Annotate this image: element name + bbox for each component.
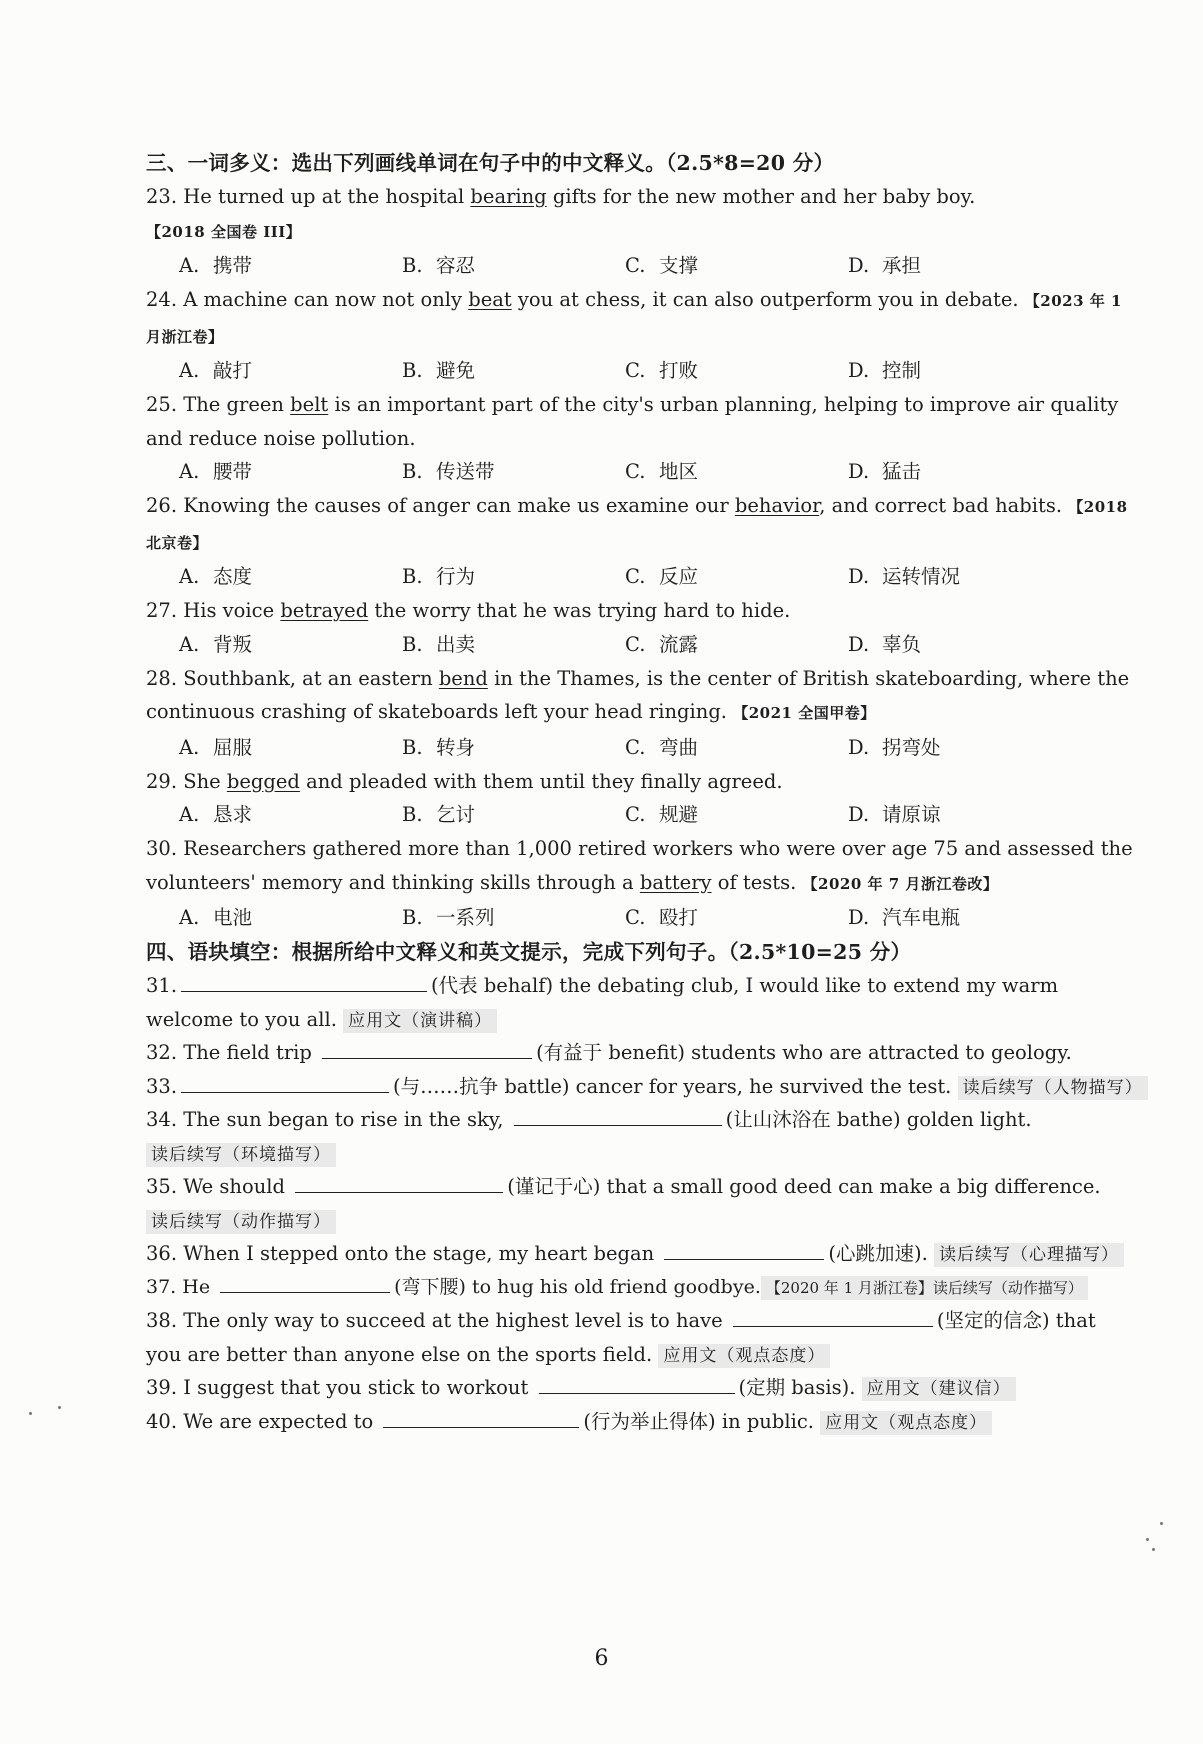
question-32 bbox=[146, 1036, 1136, 1070]
option-text: 乞讨 bbox=[436, 803, 476, 826]
option-b bbox=[402, 560, 625, 594]
q-text: the worry that he was trying hard to hide. bbox=[368, 599, 791, 622]
option-label: C. bbox=[625, 460, 646, 483]
options-26 bbox=[146, 560, 1136, 594]
option-text: 恳求 bbox=[213, 803, 253, 826]
q-num: 29. bbox=[146, 769, 178, 793]
option-text: 避免 bbox=[436, 359, 476, 382]
category-tag: 应用文（观点态度） bbox=[820, 1411, 992, 1435]
option-c bbox=[625, 901, 848, 935]
q-text: is an important part of the city's urban planning, helping to improve air quality and reduce noise pollution. bbox=[146, 393, 1119, 450]
answer-blank[interactable] bbox=[664, 1240, 824, 1260]
options-28 bbox=[146, 731, 1136, 765]
option-label: B. bbox=[402, 906, 423, 929]
option-text: 反应 bbox=[659, 565, 699, 588]
q-num: 35. bbox=[146, 1175, 178, 1198]
section4-heading: 四、语块填空：根据所给中文释义和英文提示，完成下列句子。（2.5*10=25 分） bbox=[146, 940, 912, 964]
q-text: Southbank, at an eastern bbox=[183, 666, 439, 690]
q-num: 34. bbox=[146, 1108, 178, 1131]
question-24 bbox=[146, 283, 1136, 354]
q-text: (让山沐浴在 bathe) golden light. bbox=[725, 1108, 1032, 1131]
worksheet-page bbox=[146, 146, 1143, 1438]
q-text: and pleaded with them until they finally agreed. bbox=[299, 769, 783, 793]
q-num: 33. bbox=[146, 1074, 178, 1098]
q-text: , and correct bad habits. bbox=[819, 494, 1069, 517]
question-31 bbox=[146, 969, 1136, 1036]
option-label: C. bbox=[625, 735, 646, 759]
question-28 bbox=[146, 662, 1136, 731]
category-tag: 应用文（观点态度） bbox=[658, 1344, 830, 1368]
option-text: 猛击 bbox=[882, 460, 922, 483]
q-text: (心跳加速). bbox=[828, 1242, 934, 1265]
q-text: The green bbox=[183, 393, 291, 416]
option-label: A. bbox=[179, 906, 200, 929]
underlined-word: battery bbox=[639, 870, 712, 894]
q-text: He turned up at the hospital bbox=[183, 185, 471, 208]
q-text: We should bbox=[183, 1175, 292, 1198]
q-text: (弯下腰) to hug his old friend goodbye. bbox=[394, 1275, 761, 1298]
q-text: She bbox=[183, 769, 227, 793]
option-label: B. bbox=[402, 254, 423, 277]
option-text: 容忍 bbox=[436, 254, 476, 277]
q-text: Knowing the causes of anger can make us examine our bbox=[183, 494, 735, 517]
option-d bbox=[848, 249, 1071, 283]
question-35 bbox=[146, 1170, 1136, 1237]
option-text: 腰带 bbox=[213, 460, 253, 483]
option-label: D. bbox=[848, 632, 870, 656]
scan-speck bbox=[1152, 1548, 1155, 1551]
q-num: 24. bbox=[146, 288, 178, 311]
option-text: 打败 bbox=[659, 359, 699, 382]
option-text: 出卖 bbox=[436, 632, 476, 656]
option-text: 携带 bbox=[213, 254, 253, 277]
question-34 bbox=[146, 1103, 1136, 1170]
q-num: 32. bbox=[146, 1041, 178, 1064]
option-d bbox=[848, 901, 1071, 935]
option-label: D. bbox=[848, 735, 870, 759]
q-text: The field trip bbox=[183, 1041, 319, 1064]
option-b bbox=[402, 731, 625, 765]
option-text: 屈服 bbox=[213, 735, 253, 759]
q-num: 23. bbox=[146, 185, 178, 208]
option-c bbox=[625, 560, 848, 594]
options-25 bbox=[146, 455, 1136, 489]
source-tag: 【2021 全国甲卷】 bbox=[733, 704, 876, 722]
option-text: 控制 bbox=[882, 359, 922, 382]
q-text: The only way to succeed at the highest level is to have bbox=[183, 1309, 729, 1332]
q-text: (定期 basis). bbox=[738, 1376, 862, 1399]
option-label: C. bbox=[625, 632, 646, 656]
q-num: 38. bbox=[146, 1309, 178, 1332]
option-a bbox=[179, 798, 402, 832]
options-30 bbox=[146, 901, 1136, 935]
option-a bbox=[179, 249, 402, 283]
answer-blank[interactable] bbox=[514, 1106, 722, 1126]
scan-speck bbox=[1160, 1522, 1163, 1525]
option-b bbox=[402, 455, 625, 489]
question-36 bbox=[146, 1237, 1136, 1271]
option-c bbox=[625, 798, 848, 832]
option-label: C. bbox=[625, 906, 646, 929]
answer-blank[interactable] bbox=[539, 1374, 735, 1394]
option-text: 辜负 bbox=[882, 632, 922, 656]
underlined-word: behavior bbox=[734, 494, 820, 517]
option-a bbox=[179, 901, 402, 935]
category-tag: 应用文（建议信） bbox=[862, 1377, 1016, 1401]
option-label: D. bbox=[848, 803, 870, 826]
option-text: 态度 bbox=[213, 565, 253, 588]
options-23 bbox=[146, 249, 1136, 283]
source-tag: 【2020 年 7 月浙江卷改】 bbox=[802, 874, 999, 893]
category-tag: 【2020 年 1 月浙江卷】读后续写（动作描写） bbox=[761, 1276, 1088, 1300]
options-24 bbox=[146, 354, 1136, 388]
options-27 bbox=[146, 628, 1136, 662]
q-text: Researchers gathered more than 1,000 retired workers who were over age 75 and assessed the volunteers' memory and thinking skills through a bbox=[146, 837, 1133, 894]
option-c bbox=[625, 249, 848, 283]
option-a bbox=[179, 731, 402, 765]
option-label: A. bbox=[179, 735, 200, 759]
underlined-word: bend bbox=[438, 666, 488, 690]
q-text: (有益于 benefit) students who are attracted to geology. bbox=[536, 1041, 1072, 1064]
underlined-word: beat bbox=[468, 288, 512, 311]
option-text: 一系列 bbox=[436, 906, 495, 929]
category-tag: 读后续写（心理描写） bbox=[934, 1243, 1124, 1267]
option-text: 弯曲 bbox=[659, 735, 699, 759]
source-tag: 【2023 年 1 月浙江卷】 bbox=[146, 292, 1122, 346]
q-text: His voice bbox=[183, 599, 281, 622]
option-text: 传送带 bbox=[436, 460, 495, 483]
option-text: 支撑 bbox=[659, 254, 699, 277]
q-num: 27. bbox=[146, 599, 178, 622]
category-tag: 读后续写（人物描写） bbox=[958, 1076, 1148, 1100]
option-b bbox=[402, 628, 625, 662]
question-37 bbox=[146, 1271, 1136, 1305]
question-27 bbox=[146, 594, 1136, 628]
q-num: 25. bbox=[146, 393, 178, 416]
option-a bbox=[179, 560, 402, 594]
option-text: 请原谅 bbox=[882, 803, 941, 826]
option-d bbox=[848, 354, 1071, 388]
category-tag: 读后续写（动作描写） bbox=[146, 1210, 336, 1234]
q-text: When I stepped onto the stage, my heart began bbox=[183, 1242, 661, 1265]
answer-blank[interactable] bbox=[181, 972, 427, 992]
answer-blank[interactable] bbox=[322, 1039, 532, 1059]
q-text: (与……抗争 battle) cancer for years, he survived the test. bbox=[393, 1074, 958, 1098]
option-text: 转身 bbox=[436, 735, 476, 759]
option-label: A. bbox=[179, 460, 200, 483]
q-text: you at chess, it can also outperform you in debate. bbox=[511, 288, 1025, 311]
category-tag: 应用文（演讲稿） bbox=[343, 1009, 497, 1033]
underlined-word: begged bbox=[226, 769, 300, 793]
option-label: A. bbox=[179, 565, 200, 588]
scan-speck bbox=[29, 1412, 32, 1415]
question-39 bbox=[146, 1371, 1136, 1405]
question-29 bbox=[146, 765, 1136, 799]
q-text: I suggest that you stick to workout bbox=[183, 1376, 535, 1399]
q-text: gifts for the new mother and her baby boy. bbox=[546, 185, 976, 208]
q-num: 31. bbox=[146, 974, 178, 997]
option-label: D. bbox=[848, 565, 870, 588]
option-label: D. bbox=[848, 906, 870, 929]
option-label: B. bbox=[402, 565, 423, 588]
option-d bbox=[848, 628, 1071, 662]
option-a bbox=[179, 455, 402, 489]
option-label: B. bbox=[402, 460, 423, 483]
q-num: 40. bbox=[146, 1409, 178, 1433]
option-c bbox=[625, 628, 848, 662]
option-b bbox=[402, 901, 625, 935]
scan-speck bbox=[58, 1406, 61, 1409]
category-tag: 读后续写（环境描写） bbox=[146, 1143, 336, 1167]
section3-heading: 三、一词多义：选出下列画线单词在句子中的中文释义。（2.5*8=20 分） bbox=[146, 151, 835, 175]
option-c bbox=[625, 354, 848, 388]
q-num: 28. bbox=[146, 666, 178, 690]
option-label: C. bbox=[625, 803, 646, 826]
option-label: C. bbox=[625, 254, 646, 277]
question-23 bbox=[146, 180, 1136, 249]
option-c bbox=[625, 731, 848, 765]
q-num: 30. bbox=[146, 837, 178, 860]
option-label: D. bbox=[848, 359, 870, 382]
option-text: 殴打 bbox=[659, 906, 699, 929]
question-40 bbox=[146, 1405, 1136, 1439]
option-a bbox=[179, 354, 402, 388]
option-text: 电池 bbox=[213, 906, 253, 929]
option-text: 承担 bbox=[882, 254, 922, 277]
options-29 bbox=[146, 798, 1136, 832]
answer-blank[interactable] bbox=[383, 1408, 579, 1428]
source-tag: 【2018 全国卷 III】 bbox=[146, 222, 302, 241]
answer-blank[interactable] bbox=[220, 1273, 390, 1293]
option-label: A. bbox=[179, 254, 200, 277]
option-label: B. bbox=[402, 632, 423, 656]
answer-blank[interactable] bbox=[181, 1073, 389, 1093]
q-text: (谨记于心) that a small good deed can make a big difference. bbox=[507, 1175, 1101, 1198]
option-label: A. bbox=[179, 359, 200, 382]
option-label: D. bbox=[848, 460, 870, 483]
underlined-word: belt bbox=[290, 393, 329, 416]
q-text: (行为举止得体) in public. bbox=[583, 1409, 821, 1433]
question-25 bbox=[146, 388, 1136, 455]
option-text: 地区 bbox=[659, 460, 699, 483]
option-text: 拐弯处 bbox=[882, 735, 941, 759]
option-text: 规避 bbox=[659, 803, 699, 826]
answer-blank[interactable] bbox=[733, 1307, 933, 1327]
underlined-word: bearing bbox=[470, 185, 547, 208]
option-text: 汽车电瓶 bbox=[882, 906, 961, 929]
page-number: 6 bbox=[594, 1646, 609, 1671]
option-label: B. bbox=[402, 803, 423, 826]
option-label: B. bbox=[402, 359, 423, 382]
q-text: (坚定的信念) that you are better than anyone else on the sports field. bbox=[146, 1309, 1096, 1366]
q-num: 36. bbox=[146, 1242, 178, 1265]
option-d bbox=[848, 455, 1071, 489]
q-text: We are expected to bbox=[183, 1409, 380, 1433]
q-num: 39. bbox=[146, 1376, 178, 1399]
option-text: 流露 bbox=[659, 632, 699, 656]
option-label: C. bbox=[625, 565, 646, 588]
option-d bbox=[848, 560, 1071, 594]
option-text: 敲打 bbox=[213, 359, 253, 382]
q-text: (代表 behalf) the debating club, I would like to extend my warm welcome to you all. bbox=[146, 974, 1059, 1031]
q-text: in the Thames, is the center of British skateboarding, where the continuous crashing of skateboards left your head ringing. bbox=[146, 666, 1130, 723]
q-text: of tests. bbox=[711, 870, 803, 894]
option-label: C. bbox=[625, 359, 646, 382]
question-26 bbox=[146, 489, 1136, 560]
q-num: 37. bbox=[146, 1275, 177, 1298]
question-33 bbox=[146, 1070, 1143, 1104]
source-tag: 【2018 北京卷】 bbox=[146, 498, 1128, 552]
q-text: A machine can now not only bbox=[183, 288, 469, 311]
option-b bbox=[402, 798, 625, 832]
option-a bbox=[179, 628, 402, 662]
option-text: 行为 bbox=[436, 565, 476, 588]
option-b bbox=[402, 354, 625, 388]
underlined-word: betrayed bbox=[280, 599, 369, 622]
option-label: A. bbox=[179, 803, 200, 826]
option-d bbox=[848, 798, 1071, 832]
q-text: The sun began to rise in the sky, bbox=[183, 1108, 510, 1131]
option-d bbox=[848, 731, 1071, 765]
option-b bbox=[402, 249, 625, 283]
q-text: He bbox=[182, 1275, 217, 1298]
option-text: 运转情况 bbox=[882, 565, 961, 588]
scan-speck bbox=[1146, 1538, 1149, 1541]
option-text: 背叛 bbox=[213, 632, 253, 656]
option-label: B. bbox=[402, 735, 423, 759]
question-38 bbox=[146, 1304, 1136, 1371]
answer-blank[interactable] bbox=[295, 1173, 503, 1193]
question-30 bbox=[146, 832, 1136, 901]
option-c bbox=[625, 455, 848, 489]
option-label: A. bbox=[179, 632, 200, 656]
q-num: 26. bbox=[146, 494, 178, 517]
option-label: D. bbox=[848, 254, 870, 277]
